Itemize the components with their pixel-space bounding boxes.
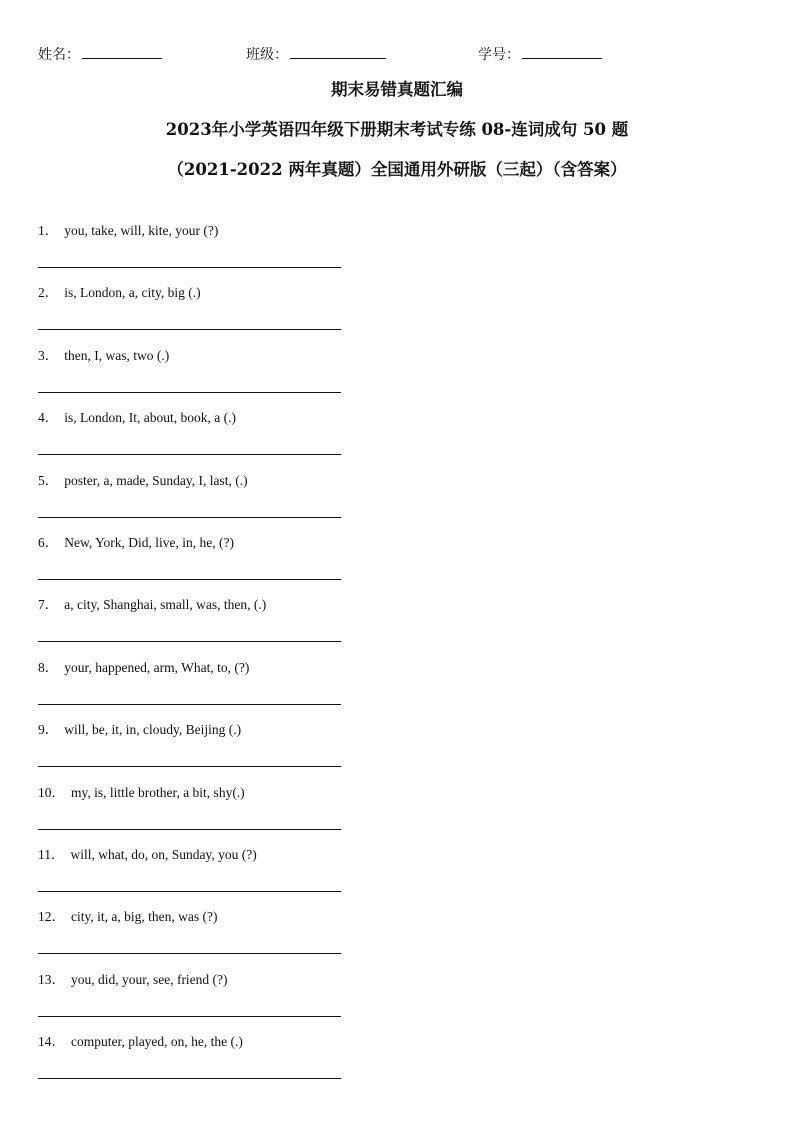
question-words: computer, played, on, he, the (.) <box>71 1034 243 1050</box>
class-blank[interactable] <box>290 44 386 59</box>
student-id-label: 学号： <box>478 47 520 63</box>
question-words: you, take, will, kite, your (?) <box>64 223 219 238</box>
class-field <box>246 44 386 64</box>
answer-line[interactable] <box>38 704 341 705</box>
question-item <box>38 908 358 970</box>
question-text <box>38 284 201 302</box>
question-item <box>38 784 358 846</box>
question-number: 13． <box>38 971 65 987</box>
question-item <box>38 1033 358 1095</box>
question-number: 12． <box>38 909 65 925</box>
question-text <box>38 347 169 365</box>
answer-line[interactable] <box>38 829 341 830</box>
question-item <box>38 347 358 409</box>
student-id-field <box>478 44 602 64</box>
question-list <box>38 222 358 1095</box>
answer-line[interactable] <box>38 641 341 642</box>
question-number: 2． <box>38 285 59 301</box>
question-item <box>38 721 358 783</box>
question-words: a, city, Shanghai, small, was, then, (.) <box>64 597 267 613</box>
question-text <box>38 534 234 552</box>
answer-line[interactable] <box>38 579 341 580</box>
question-number: 9． <box>38 722 59 738</box>
answer-line[interactable] <box>38 454 341 455</box>
answer-line[interactable] <box>38 766 341 767</box>
question-number: 4． <box>38 410 59 426</box>
question-words: city, it, a, big, then, was (?) <box>71 909 218 925</box>
question-text <box>38 409 236 427</box>
answer-line[interactable] <box>38 392 341 393</box>
answer-line[interactable] <box>38 1016 341 1017</box>
question-item <box>38 534 358 596</box>
student-id-blank[interactable] <box>522 44 602 59</box>
question-number: 6． <box>38 534 59 550</box>
title-line-2: 2023年小学英语四年级下册期末考试专练 08-连词成句 50 题 <box>165 120 629 139</box>
student-info-row <box>0 44 794 64</box>
question-words: is, London, a, city, big (.) <box>64 285 201 301</box>
class-label: 班级： <box>246 47 288 63</box>
question-number: 5． <box>38 472 59 488</box>
question-words: is, London, It, about, book, a (.) <box>64 410 236 426</box>
question-words: will, what, do, on, Sunday, you (?) <box>70 846 257 862</box>
question-number: 10． <box>38 784 65 800</box>
question-text <box>38 1033 243 1051</box>
answer-line[interactable] <box>38 953 341 954</box>
question-text <box>38 971 228 989</box>
question-text <box>38 846 257 864</box>
answer-line[interactable] <box>38 267 341 268</box>
question-number: 7． <box>38 597 59 613</box>
question-item <box>38 846 358 908</box>
answer-line[interactable] <box>38 891 341 892</box>
name-label: 姓名： <box>38 47 80 63</box>
title-line-1: 期末易错真题汇编 <box>331 80 463 99</box>
document-title-block <box>0 78 794 198</box>
question-words: will, be, it, in, cloudy, Beijing (.) <box>64 722 242 738</box>
answer-line[interactable] <box>38 1078 341 1079</box>
question-item <box>38 222 358 284</box>
name-blank[interactable] <box>82 44 162 59</box>
question-number: 3． <box>38 347 59 363</box>
question-item <box>38 472 358 534</box>
question-number: 14． <box>38 1034 65 1050</box>
question-text <box>38 721 241 739</box>
question-item <box>38 409 358 471</box>
question-number: 8． <box>38 659 59 675</box>
question-item <box>38 659 358 721</box>
question-words: my, is, little brother, a bit, shy(.) <box>71 784 245 800</box>
question-text <box>38 908 217 926</box>
question-number: 1． <box>38 223 59 238</box>
question-words: poster, a, made, Sunday, I, last, (.) <box>64 472 248 488</box>
question-words: then, I, was, two (.) <box>64 347 170 363</box>
question-words: your, happened, arm, What, to, (?) <box>64 659 250 675</box>
question-item <box>38 971 358 1033</box>
question-text <box>38 596 266 614</box>
answer-line[interactable] <box>38 517 341 518</box>
question-number: 11． <box>38 846 65 862</box>
question-words: New, York, Did, live, in, he, (?) <box>64 534 234 550</box>
question-text <box>38 472 248 490</box>
answer-line[interactable] <box>38 329 341 330</box>
question-words: you, did, your, see, friend (?) <box>71 971 228 987</box>
name-field <box>38 44 162 64</box>
question-text <box>38 222 218 240</box>
title-line-3: （2021-2022 两年真题）全国通用外研版（三起）（含答案） <box>167 160 627 179</box>
question-text <box>38 784 245 802</box>
question-text <box>38 659 249 677</box>
question-item <box>38 284 358 346</box>
question-item <box>38 596 358 658</box>
